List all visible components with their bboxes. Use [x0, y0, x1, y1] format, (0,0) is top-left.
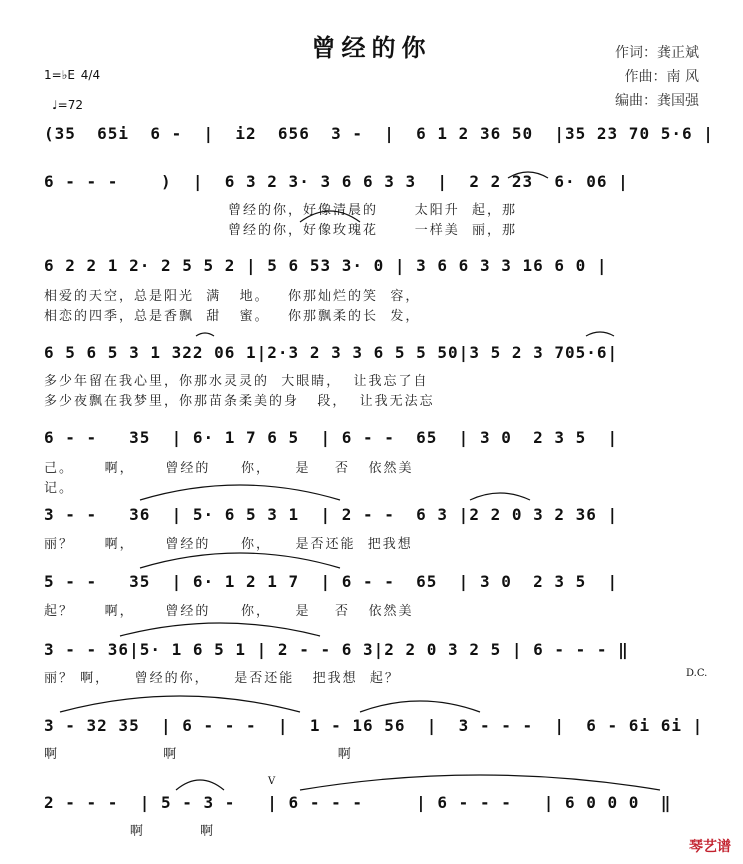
lyrics-row-8: 丽？ 啊， 曾经的你， 是否还能 把我想 起？: [44, 671, 400, 686]
lyrics-row-2-verse-2: 曾经的你，好像玫瑰花 一样美 丽，那: [228, 223, 518, 238]
score-row-5: 6 - - 35 | 6· 1 7 6 5 | 6 - - 65 | 3 0 2 3 5 |: [44, 428, 619, 447]
dc-mark: D.C.: [686, 668, 708, 679]
time-signature: 4/4: [80, 68, 101, 82]
score-row-7: 5 - - 35 | 6· 1 2 1 7 | 6 - - 65 | 3 0 2 3 5 |: [44, 572, 619, 591]
lyricist-credit: 作词：龚正斌: [615, 45, 699, 61]
score-row-1: (35 65i 6 - | i2 656 3 - | 6 1 2 36 50 |35 23 70 5·6 |: [44, 124, 714, 143]
lyrics-row-4-verse-1: 多少年留在我心里，你那水灵灵的 大眼睛， 让我忘了自: [44, 374, 429, 389]
tempo-mark: ♩=72: [52, 98, 83, 112]
breath-mark: V: [268, 776, 276, 787]
score-row-2: 6 - - - ) | 6 3 2 3· 3 6 6 3 3 | 2 2 23 6· 06 |: [44, 172, 629, 191]
lyrics-row-2-verse-1: 曾经的你，好像清晨的 太阳升 起，那: [228, 203, 518, 218]
composer-credit: 作曲：南 风: [624, 69, 699, 85]
score-row-3: 6 2 2 1 2· 2 5 5 2 | 5 6 53 3· 0 | 3 6 6 3 3 16 6 0 |: [44, 256, 608, 275]
key-signature: 1=♭E 4/4: [44, 68, 101, 82]
arranger-credit: 编曲：龚国强: [615, 93, 699, 109]
lyrics-row-5-verse-2: 记。: [44, 481, 75, 496]
score-row-4: 6 5 6 5 3 1 322 06 1|2·3 2 3 3 6 5 5 50|3 5 2 3 705·6|: [44, 343, 619, 362]
score-row-9: 3 - 32 35 | 6 - - - | 1 - 16 56 | 3 - - - | 6 - 6i 6i |: [44, 716, 704, 735]
lyrics-row-7: 起？ 啊， 曾经的 你， 是 否 依然美: [44, 604, 414, 619]
lyrics-row-10: 啊 啊: [44, 824, 216, 839]
lyrics-row-4-verse-2: 多少夜飘在我梦里，你那苗条柔美的身 段， 让我无法忘: [44, 394, 435, 409]
lyrics-row-3-verse-1: 相爱的天空，总是阳光 满 地。 你那灿烂的笑 容，: [44, 289, 421, 304]
score-row-8: 3 - - 36|5· 1 6 5 1 | 2 - - 6 3|2 2 0 3 2 5 | 6 - - - ‖: [44, 640, 629, 659]
qinyipu-logo: 琴艺谱: [689, 839, 731, 855]
lyrics-row-3-verse-2: 相恋的四季，总是香飘 甜 蜜。 你那飘柔的长 发，: [44, 309, 421, 324]
score-row-10: 2 - - - | 5 - 3 - | 6 - - - | 6 - - - | 6 0 0 0 ‖: [44, 793, 672, 812]
lyrics-row-9: 啊 啊 啊: [44, 747, 353, 762]
score-row-6: 3 - - 36 | 5· 6 5 3 1 | 2 - - 6 3 |2 2 0 3 2 36 |: [44, 505, 619, 524]
lyrics-row-5-verse-1: 己。 啊， 曾经的 你， 是 否 依然美: [44, 461, 414, 476]
song-title: 曾经的你: [311, 33, 432, 62]
lyrics-row-6: 丽？ 啊， 曾经的 你， 是否还能 把我想: [44, 537, 413, 552]
